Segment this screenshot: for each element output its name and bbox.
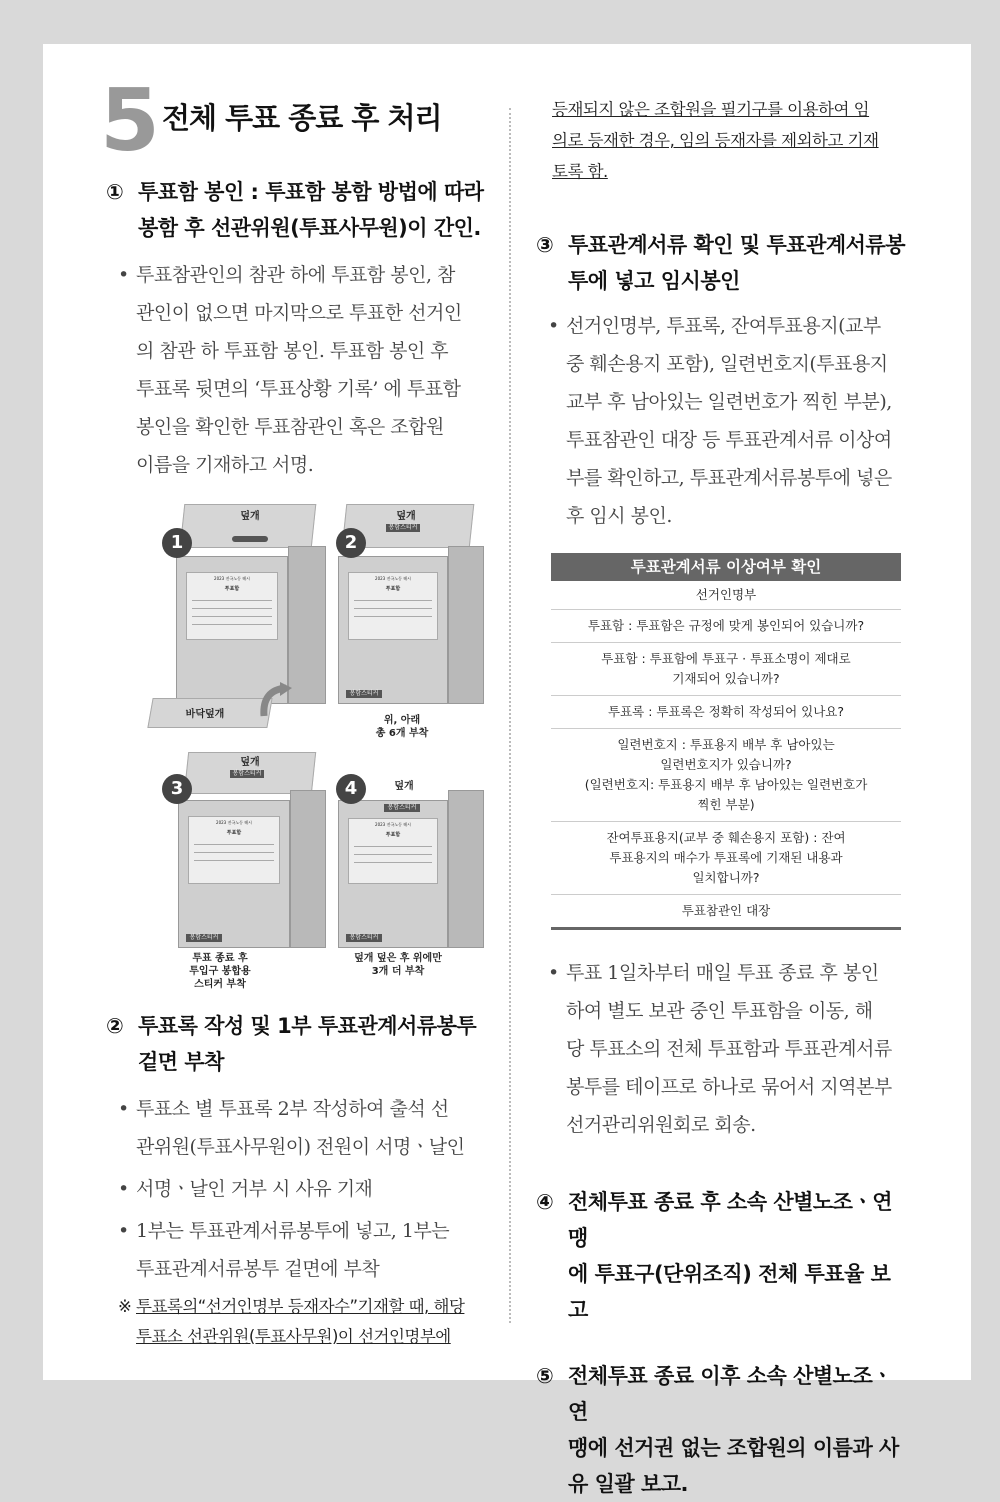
text-line: 당 투표소의 전체 투표함과 투표관계서류 (566, 1038, 892, 1060)
table-cell-line: 일치합니까? (692, 870, 760, 885)
heading-turnout-report (530, 1184, 910, 1328)
text-line: 관인이 없으면 마지막으로 투표한 선거인 (136, 302, 462, 324)
table-cell-line: 투표록 : 투표록은 정확히 작성되어 있나요? (608, 704, 844, 719)
heading-ineligible-report (530, 1358, 910, 1502)
document-check-table (551, 553, 901, 930)
table-cell-line: 투표함 : 투표함에 투표구 · 투표소명이 제대로 (601, 651, 851, 666)
form-line (354, 862, 432, 863)
text-line: 투표소 별 투표록 2부 작성하여 출석 선 (136, 1098, 449, 1120)
heading-voting-record (100, 1008, 492, 1080)
text-line: 중 훼손용지 포함), 일련번호지(투표용지 (566, 353, 888, 375)
heading-line: 맹에 선거권 없는 조합원의 이름과 사 (568, 1436, 899, 1460)
text-line: 투표록 뒷면의 ‘투표상황 기록’ 에 투표함 (136, 378, 461, 400)
bullet-dot: • (548, 962, 559, 984)
table-row (551, 822, 901, 895)
bullet-daily-seal (530, 954, 910, 1144)
text-line: 봉투를 테이프로 하나로 묶어서 지역본부 (566, 1076, 892, 1098)
text-line: 투표참관인 대장 등 투표관계서류 이상여 (566, 429, 892, 451)
heading-line: 에 투표구(단위조직) 전체 투표율 보고 (568, 1262, 891, 1322)
text-line: 후 임시 봉인. (566, 505, 672, 527)
caption-line: 총 6개 부착 (375, 728, 429, 739)
bullet-dot: • (118, 264, 129, 286)
caption-line: 위, 아래 (383, 715, 421, 726)
form-line (354, 846, 432, 847)
box-label-text: 투표함 (385, 586, 401, 592)
note-mark: ※ (118, 1297, 132, 1316)
bullet-record-signing (100, 1090, 492, 1166)
table-row (551, 895, 901, 927)
seal-sticker: 봉함스티커 (386, 524, 420, 532)
text-line: 부를 확인하고, 투표관계서류봉투에 넣은 (566, 467, 892, 489)
box-label-text: 투표함 (226, 830, 242, 836)
text-line: 교부 후 남아있는 일련번호가 찍힌 부분), (566, 391, 892, 413)
text-line: 이름을 기재하고 서명. (136, 454, 314, 476)
section-number: 5 (100, 71, 160, 171)
step-number-1: 1 (162, 528, 192, 558)
box-caption: 2023 전국노동 해시 (375, 822, 411, 827)
bottom-flap-label: 바닥덮개 (185, 709, 225, 720)
table-cell-line: 선거인명부 (695, 587, 757, 602)
heading-index: ④ (536, 1190, 554, 1214)
seal-sticker: 봉함스티커 (346, 690, 382, 698)
step-number-2: 2 (336, 528, 366, 558)
table-row (551, 696, 901, 729)
lid-label: 덮개 (396, 511, 416, 522)
table-cell-line: 찍힌 부분) (697, 797, 755, 812)
form-line (192, 624, 272, 625)
heading-document-check (530, 227, 910, 299)
text-line: 선거인명부, 투표록, 잔여투표용지(교부 (566, 315, 881, 337)
text-line: 1부는 투표관계서류봉투에 넣고, 1부는 (136, 1220, 450, 1242)
heading-line: 투표함 봉인 : 투표함 봉함 방법에 따라 (138, 180, 484, 204)
box-label-card (348, 572, 438, 640)
form-line (354, 616, 432, 617)
heading-line: 봉함 후 선관위원(투표사무원)이 간인. (138, 216, 481, 240)
note-registry-count (100, 1292, 492, 1352)
bullet-envelope-attach (100, 1212, 492, 1288)
text-line: 선거관리위원회로 회송. (566, 1114, 756, 1136)
box-label-card (188, 816, 280, 884)
table-cell-line: 투표용지의 매수가 투표록에 기재된 내용과 (609, 850, 843, 865)
caption-line: 투입구 봉합용 (189, 966, 251, 977)
box-label-card (186, 572, 278, 640)
heading-line: 겉면 부착 (138, 1050, 224, 1074)
seal-sticker: 봉함스티커 (384, 804, 420, 812)
form-line (192, 600, 272, 601)
lid-label: 덮개 (240, 757, 260, 768)
text-line: 투표참관인의 참관 하에 투표함 봉인, 참 (136, 264, 455, 286)
heading-line: 전체투표 종료 이후 소속 산별노조ㆍ연 (568, 1364, 893, 1424)
caption-line: 3개 더 부착 (371, 966, 425, 977)
caption-line: 투표 종료 후 (192, 953, 248, 964)
bullet-seal-procedure (100, 256, 492, 484)
left-column (100, 71, 492, 1352)
box-label-text: 투표함 (224, 586, 240, 592)
text-line: 의 참관 하 투표함 봉인. 투표함 봉인 후 (136, 340, 449, 362)
heading-line: 투표록 작성 및 1부 투표관계서류봉투 (138, 1014, 477, 1038)
table-cell-line: 기재되어 있습니까? (672, 671, 780, 686)
form-line (194, 860, 274, 861)
lid-label: 덮개 (394, 781, 414, 792)
column-divider (509, 108, 511, 1323)
form-line (194, 852, 274, 853)
heading-index: ③ (536, 233, 554, 257)
table-cell-line: 투표함 : 투표함은 규정에 맞게 봉인되어 있습니까? (587, 618, 865, 633)
section-header (100, 71, 492, 171)
note-line: 의로 등재한 경우, 임의 등재자를 제외하고 기재 (552, 131, 879, 150)
caption-line: 덮개 덮은 후 위에만 (354, 953, 442, 964)
form-line (192, 608, 272, 609)
form-line (354, 854, 432, 855)
note-line: 투표소 선관위원(투표사무원)이 선거인명부에 (136, 1327, 451, 1346)
right-column (530, 84, 910, 1502)
heading-index: ① (106, 180, 124, 204)
bullet-refusal-reason (100, 1170, 492, 1208)
note-line: 토록 함. (552, 162, 608, 181)
heading-index: ② (106, 1014, 124, 1038)
table-row (551, 643, 901, 696)
bullet-document-list (530, 307, 910, 535)
table-cell-line: 일련번호지 : 투표용지 배부 후 남아있는 (617, 737, 835, 752)
table-row (551, 729, 901, 822)
form-line (354, 600, 432, 601)
text-line: 서명ㆍ날인 거부 시 사유 기재 (136, 1178, 373, 1200)
ballot-box-4 (308, 768, 488, 977)
heading-line: 투에 넣고 임시봉인 (568, 269, 740, 293)
heading-line: 전체투표 종료 후 소속 산별노조ㆍ연맹 (568, 1190, 893, 1250)
ballot-slot (232, 536, 268, 542)
heading-line: 투표관계서류 확인 및 투표관계서류봉 (568, 233, 906, 257)
box-caption: 2023 전국노동 해시 (216, 820, 252, 825)
note-continuation (530, 94, 910, 187)
bullet-dot: • (118, 1220, 129, 1242)
form-line (192, 616, 272, 617)
box-caption: 2023 전국노동 해시 (214, 576, 250, 581)
table-row (551, 581, 901, 610)
bullet-dot: • (118, 1178, 129, 1200)
section-title: 전체 투표 종료 후 처리 (162, 101, 442, 135)
table-header: 투표관계서류 이상여부 확인 (551, 553, 901, 581)
lid-label: 덮개 (240, 511, 260, 522)
text-line: 관위원(투표사무원이) 전원이 서명ㆍ날인 (136, 1136, 465, 1158)
table-cell-line: (일련번호지: 투표용지 배부 후 남아있는 일련번호가 (584, 777, 868, 792)
heading-line: 유 일괄 보고. (568, 1472, 689, 1496)
arrow-icon (258, 682, 294, 722)
table-row (551, 610, 901, 643)
box-side (448, 546, 484, 704)
step-number-4: 4 (336, 774, 366, 804)
ballot-box-seal-illustration (100, 511, 492, 1002)
text-line: 투표관계서류봉투 겉면에 부착 (136, 1258, 380, 1280)
box-label-text: 투표함 (385, 832, 401, 838)
text-line: 봉인을 확인한 투표참관인 혹은 조합원 (136, 416, 444, 438)
table-cell-line: 잔여투표용지(교부 중 훼손용지 포함) : 잔여 (606, 830, 846, 845)
table-cell-line: 투표참관인 대장 (681, 903, 771, 918)
note-line: 투표록의“선거인명부 등재자수”기재할 때, 해당 (136, 1297, 465, 1316)
table-cell-line: 일련번호지가 있습니까? (660, 757, 792, 772)
text-line: 투표 1일차부터 매일 투표 종료 후 봉인 (566, 962, 879, 984)
text-line: 하여 별도 보관 중인 투표함을 이동, 해 (566, 1000, 873, 1022)
step-number-3: 3 (162, 774, 192, 804)
bullet-dot: • (118, 1098, 129, 1120)
heading-ballot-box-seal (100, 174, 492, 246)
box-caption: 2023 전국노동 해시 (375, 576, 411, 581)
caption-line: 스티커 부착 (194, 979, 246, 990)
seal-sticker: 봉함스티커 (186, 934, 222, 942)
box-side (448, 790, 484, 948)
ballot-box-2 (308, 511, 488, 739)
seal-sticker: 봉함스티커 (230, 770, 264, 778)
form-line (354, 608, 432, 609)
note-line: 등재되지 않은 조합원을 필기구를 이용하여 임 (552, 100, 870, 119)
heading-index: ⑤ (536, 1364, 554, 1388)
form-line (194, 844, 274, 845)
bullet-dot: • (548, 315, 559, 337)
seal-sticker: 봉함스티커 (346, 934, 382, 942)
